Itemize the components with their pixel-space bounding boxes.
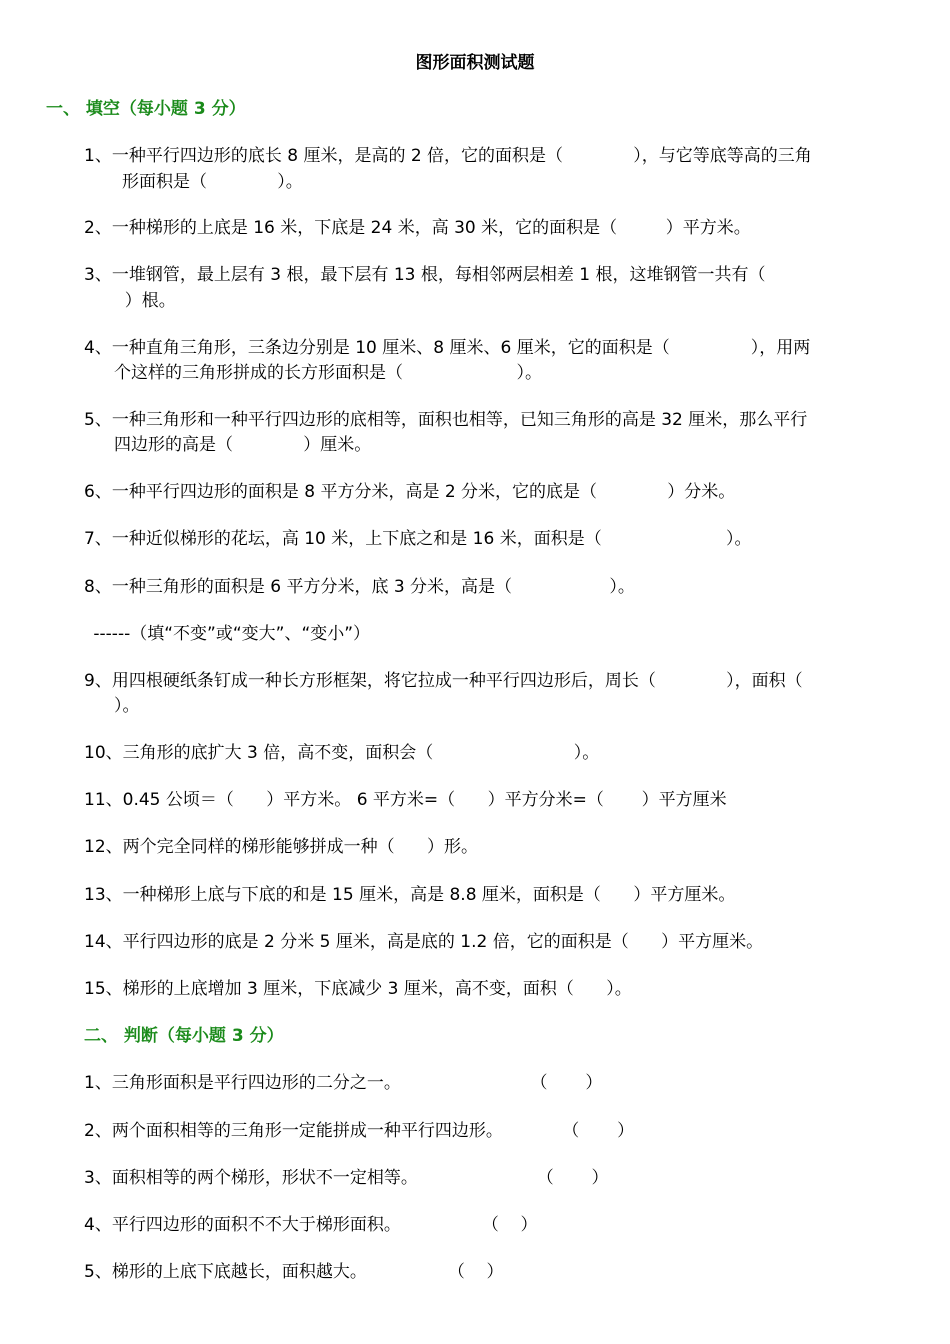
question-1-line-1: 1、一种平行四边形的底长 8 厘米，是高的 2 倍，它的面积是（ ），与它等底等高的三角 <box>84 146 812 166</box>
page-title: 图形面积测试题 <box>415 53 535 73</box>
judge-1: 1、三角形面积是平行四边形的二分之一。 （ ） <box>84 1073 603 1093</box>
question-14: 14、平行四边形的底是 2 分米 5 厘米，高是底的 1.2 倍，它的面积是（ ）平方厘米。 <box>84 932 764 952</box>
question-8: 8、一种三角形的面积是 6 平方分米，底 3 分米，高是（ ）。 <box>84 577 635 597</box>
question-13: 13、一种梯形上底与下底的和是 15 厘米，高是 8.8 厘米，面积是（ ）平方厘米。 <box>84 885 736 905</box>
question-2: 2、一种梯形的上底是 16 米，下底是 24 米，高 30 米，它的面积是（ ）平方米。 <box>84 218 751 238</box>
question-3-line-1: 3、一堆钢管，最上层有 3 根，最下层有 13 根，每相邻两层相差 1 根，这堆钢管一共有（ <box>84 265 766 285</box>
question-5-line-2: 四边形的高是（ ）厘米。 <box>114 435 372 455</box>
question-10: 10、三角形的底扩大 3 倍，高不变，面积会（ ）。 <box>84 743 600 763</box>
question-4-line-1: 4、一种直角三角形，三条边分别是 10 厘米、8 厘米、6 厘米，它的面积是（ ），用两 <box>84 338 811 358</box>
question-11: 11、0.45 公顷＝（ ）平方米。 6 平方米=（ ）平方分米=（ ）平方厘米 <box>84 790 727 810</box>
judge-4: 4、平行四边形的面积不不大于梯形面积。 （ ） <box>84 1215 538 1235</box>
judge-2: 2、两个面积相等的三角形一定能拼成一种平行四边形。 （ ） <box>84 1121 635 1141</box>
question-1-line-2: 形面积是（ ）。 <box>122 172 303 192</box>
fill-instruction: ------（填“不变”或“变大”、“变小”） <box>88 624 371 644</box>
section-1-heading: 一、 填空（每小题 3 分） <box>46 99 246 119</box>
question-4-line-2: 个这样的三角形拼成的长方形面积是（ ）。 <box>114 363 542 383</box>
question-6: 6、一种平行四边形的面积是 8 平方分米，高是 2 分米，它的底是（ ）分米。 <box>84 482 736 502</box>
question-7: 7、一种近似梯形的花坛，高 10 米，上下底之和是 16 米，面积是（ ）。 <box>84 529 752 549</box>
judge-3: 3、面积相等的两个梯形，形状不一定相等。 （ ） <box>84 1168 609 1188</box>
section-2-heading: 二、 判断（每小题 3 分） <box>84 1026 284 1046</box>
question-5-line-1: 5、一种三角形和一种平行四边形的底相等，面积也相等，已知三角形的高是 32 厘米，那么平行 <box>84 410 808 430</box>
question-3-line-2: ）根。 <box>114 291 176 311</box>
question-15: 15、梯形的上底增加 3 厘米，下底减少 3 厘米，高不变，面积（ ）。 <box>84 979 632 999</box>
question-9-line-2: ）。 <box>114 696 140 716</box>
question-12: 12、两个完全同样的梯形能够拼成一种（ ）形。 <box>84 837 479 857</box>
judge-5: 5、梯形的上底下底越长，面积越大。 （ ） <box>84 1262 504 1282</box>
question-9-line-1: 9、用四根硬纸条钉成一种长方形框架，将它拉成一种平行四边形后，周长（ ），面积（ <box>84 671 803 691</box>
